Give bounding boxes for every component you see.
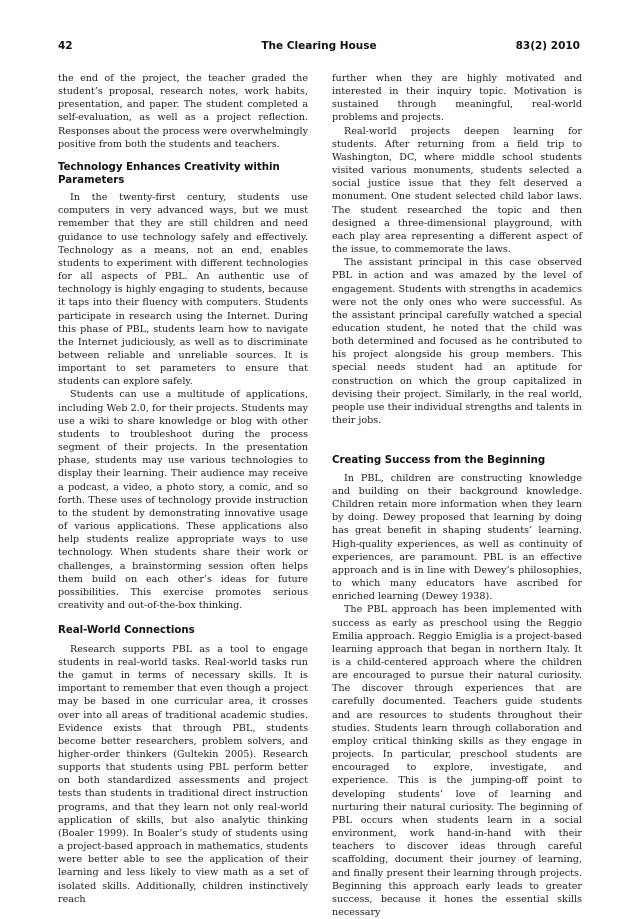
paragraph: The assistant principal in this case observed PBL in action and was amazed by the level of engagement. Students with strengths in academics were not the only ones who were successful. As the assistant principal carefully watched a special education student, he noted that the child was both determined and focused as he contributed to his project alongside his group members. This special needs student had an aptitude for construction on which the group capitalized in devising their project. Similarly, in the real world, people use their individual strengths and talents in their jobs.	[332, 257, 582, 427]
page-number: 42	[58, 40, 73, 52]
paragraph: In the twenty-first century, students use computers in very advanced ways, but we must remember that they are still children and need guidance to use technology safely and effectively. Technology as a means, not an end, enables students to experiment with different technologies for all aspects of PBL. An authentic use of technology is highly engaging to students, because it taps into their fluency with computers. Students participate in research using the Internet. During this phase of PBL, students learn how to navigate the Internet judiciously, as well as to discriminate between reliable and unreliable sources. It is important to set parameters to ensure that students can explore safely.	[58, 192, 308, 388]
running-header	[58, 40, 580, 56]
paragraph: the end of the project, the teacher graded the student’s proposal, research notes, work habits, presentation, and paper. The student completed a self-evaluation, as well as a project reflection. Responses about the process were overwhelmingly positive from both the students and teachers.	[58, 73, 308, 150]
paragraph: further when they are highly motivated and interested in their inquiry topic. Motivation is sustained through meaningful, real-world problems and projects.	[332, 73, 582, 124]
paragraph: Real-world projects deepen learning for students. After returning from a field trip to Washington, DC, where middle school students visited various monuments, students selected a social justice issue that they felt deserved a monument. One student selected child labor laws. The student researched the topic and then designed a three-dimensional playground, with each play area representing a different aspect of the issue, to commemorate the laws.	[332, 125, 582, 256]
volume-year: 83(2) 2010	[515, 40, 580, 52]
section-heading: Technology Enhances Creativity within Parameters	[58, 161, 280, 186]
paragraph: In PBL, children are constructing knowledge and building on their background knowledge. Children retain more information when they learn by doing. Dewey proposed that learning by doing has great benefit in shaping students’ learning. High-quality experiences, as well as continuity of experiences, are paramount. PBL is an effective approach and is in line with Dewey’s philosophies, to which many educators have ascribed for enriched learning (Dewey 1938).	[332, 472, 582, 603]
right-column	[332, 72, 582, 919]
section-heading: Real-World Connections	[58, 625, 195, 637]
journal-title: The Clearing House	[261, 40, 377, 52]
section-heading: Creating Success from the Beginning	[332, 455, 546, 467]
left-column	[58, 72, 308, 906]
paragraph: The PBL approach has been implemented with success as early as preschool using the Reggio Emilia approach. Reggio Emiglia is a project-based learning approach that began in northern Italy. It is a child-centered approach where the children are encouraged to pursue their natural curiosity. The discover through experiences that are carefully documented. Teachers guide students and are resources to students throughout their studies. Students learn through collaboration and employ critical thinking skills as they engage in projects. In particular, preschool students are encouraged to explore, investigate, and experience. This is the jumping-off point to developing students’ love of learning and nurturing their natural curiosity. The beginning of PBL occurs when students learn in a social environment, work hand-in-hand with their teachers to discover ideas through careful scaffolding, document their journey of learning, and finally present their learning through projects. Beginning this approach early leads to greater success, because it hones the essential skills necessary	[332, 604, 582, 918]
paragraph: Students can use a multitude of applications, including Web 2.0, for their projects. Students may use a wiki to share knowledge or blog with other students to troubleshoot during the process segment of their projects. In the presentation phase, students may use various technologies to display their learning. Their audience may receive a podcast, a video, a photo story, a comic, and so forth. These uses of technology provide instruction to the student by demonstrating innovative usage of various applications. These applications also help students realize appropriate ways to use technology. When students share their work or challenges, a brainstorming session often helps them build on each other’s ideas for future possibilities. This exercise promotes serious creativity and out-of-the-box thinking.	[58, 389, 308, 611]
paragraph: Research supports PBL as a tool to engage students in real-world tasks. Real-world tasks run the gamut in terms of necessary skills. It is important to remember that even though a project may be based in one curricular area, it crosses over into all areas of traditional academic studies. Evidence exists that through PBL, students become better researchers, problem solvers, and higher-order thinkers (Gultekin 2005). Research supports that students using PBL perform better on both standardized assessments and project tests than students in traditional direct instruction programs, and that they learn not only real-world application of skills, but also analytic thinking (Boaler 1999). In Boaler’s study of students using a project-based approach in mathematics, students were better able to see the application of their learning and less likely to view math as a set of isolated skills. Additionally, children instinctively reach	[58, 643, 308, 905]
